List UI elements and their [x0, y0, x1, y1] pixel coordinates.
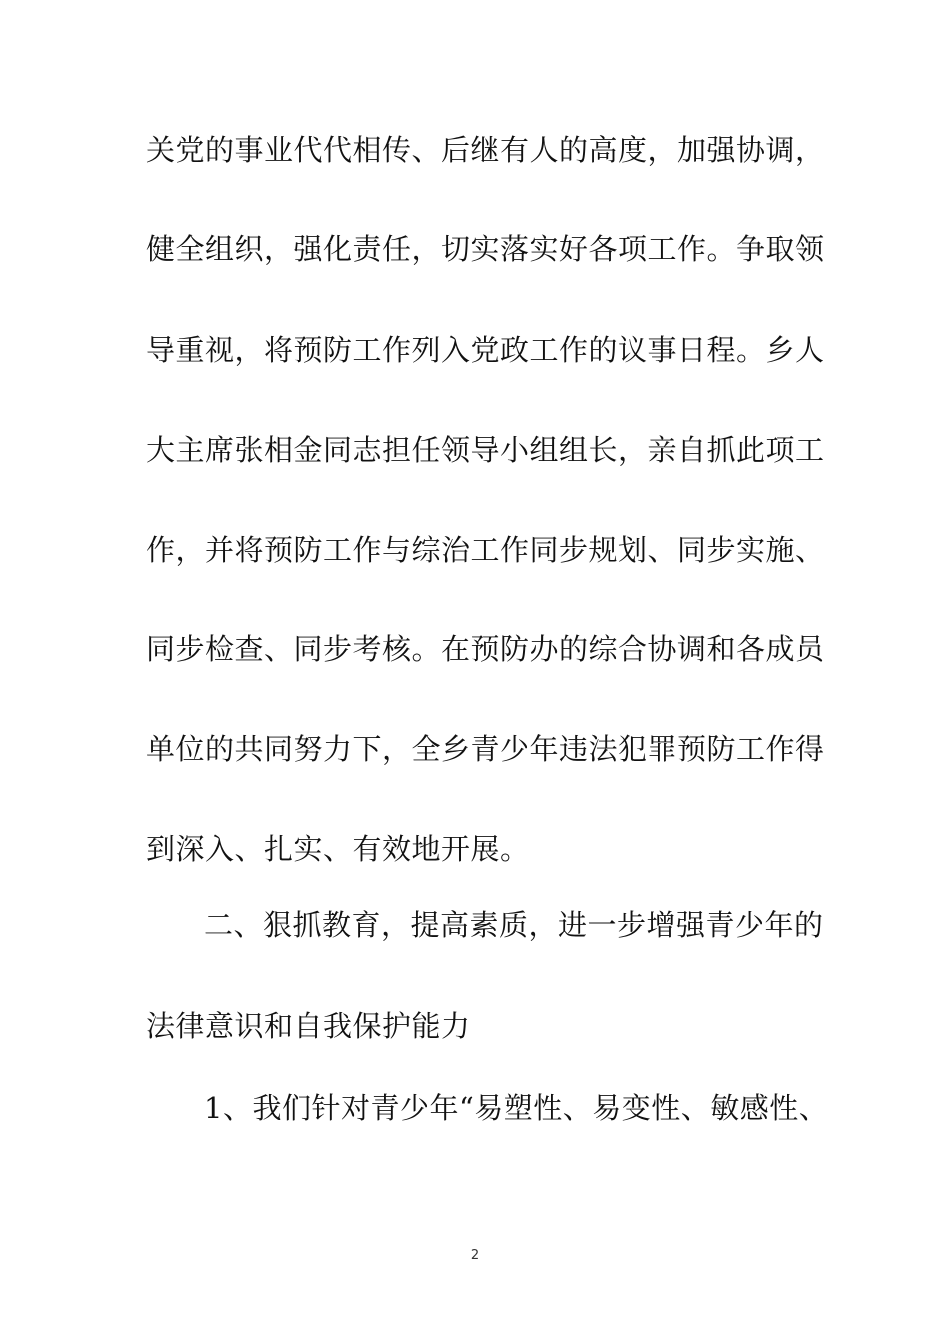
- body-text-line: 单位的共同努力下，全乡青少年违法犯罪预防工作得: [146, 732, 825, 766]
- body-text-line: 作，并将预防工作与综治工作同步规划、同步实施、: [146, 533, 825, 567]
- body-text-line: 同步检查、同步考核。在预防办的综合协调和各成员: [146, 632, 825, 666]
- body-text-line: 到深入、扎实、有效地开展。: [146, 832, 530, 866]
- section-heading-line: 法律意识和自我保护能力: [146, 1009, 471, 1043]
- body-text-line: 关党的事业代代相传、后继有人的高度，加强协调，: [146, 133, 825, 167]
- body-text-line: 大主席张相金同志担任领导小组组长，亲自抓此项工: [146, 433, 825, 467]
- page-number: 2: [470, 1248, 480, 1263]
- list-item-text-line: 1、我们针对青少年“易塑性、易变性、敏感性、: [204, 1091, 829, 1125]
- section-heading-line: 二、狠抓教育，提高素质，进一步增强青少年的: [204, 908, 824, 942]
- body-text-line: 导重视，将预防工作列入党政工作的议事日程。乡人: [146, 333, 825, 367]
- body-text-line: 健全组织，强化责任，切实落实好各项工作。争取领: [146, 232, 825, 266]
